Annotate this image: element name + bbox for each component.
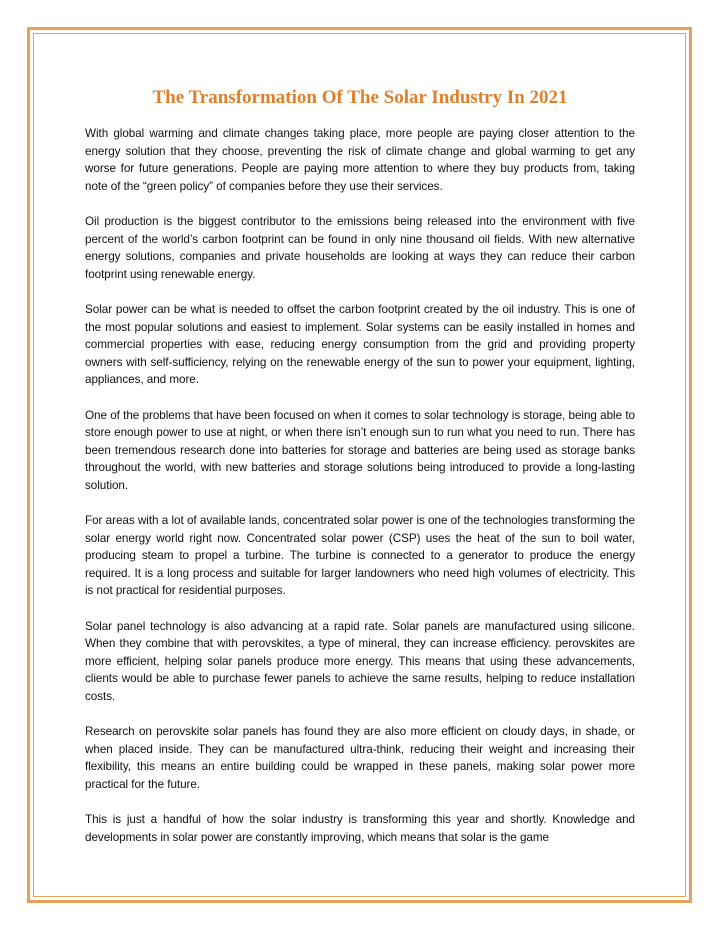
- paragraph-7: Research on perovskite solar panels has found they are also more efficient on cloudy days, in shade, or when placed inside. They can be manufactured ultra-think, reducing their weight and increasing their flexibility, this means an entire building could be wrapped in these panels, making solar power more practical for the future.: [85, 725, 635, 791]
- document-title: The Transformation Of The Solar Industry In 2021: [152, 87, 568, 108]
- paragraph-2: Oil production is the biggest contributor to the emissions being released into the environment with five percent of the world’s carbon footprint can be found in only nine thousand oil fields. With new alternative energy solutions, companies and private households are looking at ways they can reduce their carbon footprint using renewable energy.: [85, 215, 635, 281]
- paragraph-8: This is just a handful of how the solar industry is transforming this year and shortly. Knowledge and developments in solar power are constantly improving, which means that solar is the game: [85, 813, 635, 844]
- paragraph-5: For areas with a lot of available lands, concentrated solar power is one of the technologies transforming the solar energy world right now. Concentrated solar power (CSP) uses the heat of the sun to boil water, producing steam to propel a turbine. The turbine is connected to a generator to produce the energy required. It is a long process and suitable for larger landowners who need high volumes of electricity. This is not practical for residential purposes.: [85, 514, 635, 597]
- paragraph-6: Solar panel technology is also advancing at a rapid rate. Solar panels are manufactured using silicone. When they combine that with perovskites, a type of mineral, they can increase efficiency. perovskites are more efficient, helping solar panels produce more energy. This means that using these advancements, clients would be able to purchase fewer panels to achieve the same results, helping to reduce installation costs.: [85, 619, 635, 703]
- document-body: [85, 125, 635, 864]
- paragraph-4: One of the problems that have been focused on when it comes to solar technology is storage, being able to store enough power to use at night, or when there isn’t enough sun to run what you need to run. There has been tremendous research done into batteries for storage and batteries are being used as storage banks throughout the world, with new batteries and storage solutions being introduced to provide a long-lasting solution.: [85, 408, 635, 492]
- paragraph-1: With global warming and climate changes taking place, more people are paying closer attention to the energy solution that they choose, preventing the risk of climate change and global warming to get any worse for future generations. People are paying more attention to where they buy products from, taking note of the “green policy” of companies before they use their services.: [85, 127, 635, 193]
- paragraph-3: Solar power can be what is needed to offset the carbon footprint created by the oil industry. This is one of the most popular solutions and easiest to implement. Solar systems can be easily installed in homes and commercial properties with ease, reducing energy consumption from the grid and providing property owners with self-sufficiency, relying on the renewable energy of the sun to power your equipment, lighting, appliances, and more.: [85, 303, 635, 386]
